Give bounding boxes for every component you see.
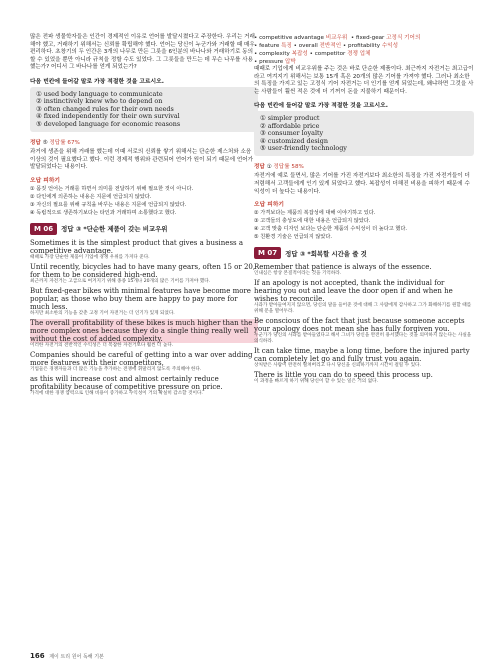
question-2: 다음 빈칸에 들어갈 말로 가장 적절한 것을 고르시오. (254, 103, 388, 110)
vocab-word: feature (259, 43, 280, 49)
vocab-meaning: 특징 (281, 43, 292, 49)
q1-explain-item: ① 몸짓 언어는 거래를 하면서 의미를 전달하기 위해 필요한 것이 아니다. (30, 185, 194, 192)
left-column (30, 34, 258, 399)
q1-rate: 정답률 67% (49, 140, 80, 146)
m06-korean: 가격에 대한 경쟁 압력으로 인해 비용이 증가하고 수익성이 거의 확실히 감소할 것이다. (30, 390, 203, 396)
q2-option-1: ① simpler product (260, 114, 320, 123)
vocab-meaning: 수익성 (381, 43, 399, 49)
m07-korean: 인내심은 항상 본질적이라는 것을 기억하라. (254, 271, 342, 277)
m06-korean: 최근까지 자전거는 고급으로 여겨지기 위해 종종 15개나 20개의 많은 기어를 가져야 했다. (30, 278, 211, 284)
m07-korean: 이 과정을 빠르게 하기 위해 당신이 할 수 있는 일은 거의 없다. (254, 379, 379, 385)
m07-korean: 사과가 받아들여지지 않으면, 당신의 말을 들어준 것에 대해 그 사람에게 감사하고 그가 화해하기를 원할 때를 위해 문을 열어두라. (254, 303, 472, 315)
vocab-row: • feature 특징 • overall 전반적인 • profitability 수익성 (254, 43, 399, 49)
book-title: 제이 트리 원어 독해 기본 (49, 654, 104, 660)
q2-explain-head: 오답 피하기 (254, 202, 285, 209)
page-number: 166 (30, 652, 45, 660)
q1-explain-item: ② 다인에게 의존하는 내용은 지문에 언급되지 않았다. (30, 193, 152, 200)
vocab-word: complexity (259, 51, 290, 57)
m06-sentence: But fixed-gear bikes with minimal features have become more popular, as those who buy them are happy to pay more for much less. (30, 286, 251, 311)
m06-title: 정답 ③ *단순한 제품이 갖는 비교우위 (61, 225, 168, 234)
q2-explain-item: ④ 고객 맞춤 디자인 보다는 단순한 제품의 수익성이 더 높다고 했다. (254, 226, 408, 233)
m07-sentence: It can take time, maybe a long time, before the injured party can completely let go and fully trust you again. (254, 347, 470, 364)
m06-header (30, 223, 258, 235)
vocab-meaning: 압박 (285, 59, 296, 65)
q1-explain-head: 오답 피하기 (30, 177, 61, 184)
vocab-word: competitive advantage (259, 35, 324, 41)
q1-answer-label: 정답 (30, 140, 41, 146)
m06-korean: 때때로 가장 단순한 제품이 기업에 경쟁 우위를 가져다 준다. (30, 254, 150, 260)
q2-answer: ① (266, 164, 272, 171)
q1-explanation: 과거에 생존을 위해 거래를 했는데 이때 서로의 신뢰를 쌓기 위해서는 단순한 제스처와 소음 이상의 것이 필요했다고 했다. 이런 경제적 행위와 관련되어 언어가 원이 되기 때문에 언어가 발달되었다는 내용이다. (30, 149, 254, 171)
q2-explain-item: ③ 고객들의 충성도에 대한 내용은 언급되지 않았다. (254, 218, 371, 225)
vocab-meaning: 고정식 기어의 (386, 35, 421, 41)
q2-option-3: ③ consumer loyalty (260, 129, 324, 138)
q2-explain-item: ② 가격보다는 제품의 복잡성에 대해 이야기하고 있다. (254, 210, 376, 217)
q1-option-3: ③ often changed rules for their own needs (36, 104, 174, 113)
m06-sentence: as this will increase cost and almost certainly reduce profitability because of competitive pressure on price. (30, 374, 223, 391)
q2-option-2: ② affordable price (260, 121, 320, 130)
right-column (254, 34, 474, 387)
q2-rate: 정답률 58% (273, 164, 304, 171)
question-1: 다음 빈칸에 들어갈 말로 가장 적절한 것을 고르시오. (30, 78, 164, 85)
vocab-meaning: 복잡성 (291, 51, 308, 57)
m07-korean: 누군가가 당신의 사과를 받아들였다고 해서 그녀가 당신을 완전히 용서했다는 것을 의미하지 않는다는 사실을 의식하라. (254, 333, 472, 345)
intro-paragraph: 많은 전파 생물학자들은 인간이 경제적인 이유로 언어를 발달시켰다고 주장한다. 우리는 거래해야 했고, 거래하기 위해서는 신뢰를 확립해야 했다. 언어는 당신이 누군가와 거래할 때 매우 편리하다. 초창기의 두 인간은 3개의 나무로 만든 그릇을 6인분의 바나나와 거래하기로 동의할 수 있었을 뿐만 아니라 규칙을 정할 수도 있었다. 그 그릇들을 만드는 데 무슨 나무를 사용했는가? 어디서 그 바나나를 얻게 되었는가? (30, 34, 255, 71)
vocab-meaning: 전반적인 (319, 43, 342, 49)
m06-korean: 이러한 자전거의 전반적인 수익성은 더 복잡한 자전거보다 훨씬 더 높다. (30, 342, 174, 348)
vocab-row: • pressure 압박 (254, 59, 296, 65)
m06-sentence: The overall profitability of these bikes is much higher than the more complex ones because they do a single thing really well without the cost of added complexity. (30, 319, 258, 343)
q2-wrong-answers (254, 199, 474, 241)
vocab-word: overall (298, 43, 318, 49)
page-footer (30, 652, 104, 660)
vocab-row: • complexity 복잡성 • competitor 경쟁 업체 (254, 51, 371, 57)
m07-header (254, 247, 474, 259)
vocab-word: competitor (314, 51, 346, 57)
q2-answer-line (254, 162, 474, 170)
m07-sentence: Be conscious of the fact that just because someone accepts your apology does not mean she has fully forgiven you. (254, 317, 465, 334)
q2-explain-item: ⑤ 친환경 기술은 언급되지 않았다. (254, 234, 333, 241)
vocab-row: • competitive advantage 비교우위 • fixed-gear 고정식 기어의 (254, 35, 421, 41)
m06-sentence: Until recently, bicycles had to have many gears, often 15 or 20, for them to be considered high-end. (30, 262, 256, 279)
vocab-word: profitability (348, 43, 381, 49)
q1-explain-item: ④ 독립적으로 생존하기보다는 타인과 거래하며 소통했다고 했다. (30, 209, 177, 216)
q1-option-1: ① used body language to communicate (36, 89, 163, 98)
m07-sentence: Remember that patience is always of the essence. (254, 263, 432, 272)
vocab-word: pressure (259, 59, 284, 65)
q1-answer-line (30, 138, 258, 146)
m06-sentence: Sometimes it is the simplest product that gives a business a competitive advantage. (30, 238, 244, 255)
m07-sentence: There is little you can do to speed this process up. (254, 371, 433, 380)
q1-explain-item: ③ 자신의 필요를 위해 규칙을 바꾸는 내용은 지문에 언급되지 않았다. (30, 201, 187, 208)
q1-answer: ⑤ (42, 140, 48, 146)
q1-option-4: ④ fixed independently for their own survival (36, 112, 180, 121)
q2-option-4: ④ customized design (260, 136, 328, 145)
q1-option-2: ② instinctively knew who to depend on (36, 97, 163, 106)
m07-title: 정답 ③ *회복할 시간을 줄 것 (285, 249, 367, 258)
m07-korean: 상처받은 사람이 완전히 떨쳐버리고 다시 당신을 신뢰하기까지 시간이 걸릴 수 있다. (254, 363, 421, 369)
q2-explanation: 자전거에 예로 들면서, 많은 기어를 가진 자전거보다 최소한의 특징을 가진 자전거들이 더 저렴해서 고객들에게 인기 있게 되었다고 했다. 복잡성이 더해진 비용을 피하기 때문에 수익성이 더 높다는 내용이다. (254, 173, 470, 195)
q2-option-5: ⑤ user-friendly technology (260, 144, 347, 152)
vocab-meaning: 경쟁 업체 (347, 51, 371, 57)
summary-paragraph: 때때로 기업에게 비교우위를 주는 것은 바로 단순한 제품이다. 최근까지 자전거는 최고급이라고 여겨지기 위해서는 보통 15개 혹은 20개의 많은 기어를 가져야 했다. 그러나 최소한의 특징을 가지고 있는 고정식 기어 자전거는 더 인기를 얻게 되었는데, 왜냐하면 그것을 사는 사람들이 훨씬 적은 것에 더 기꺼이 돈을 지불하기 때문이다. (254, 66, 474, 95)
q1-wrong-answers (30, 175, 258, 217)
m06-sentence: Companies should be careful of getting into a war over adding more features with their competitors, (30, 350, 253, 367)
q1-option-5: ⑤ developed language for economic reasons (36, 119, 181, 128)
vocab-list (254, 34, 474, 66)
question-2-options (254, 111, 474, 156)
question-1-options (30, 87, 258, 132)
vocab-meaning: 비교우위 (325, 35, 348, 41)
m07-sentence: If an apology is not accepted, thank the individual for hearing you out and leave the door open if and when he wishes to reconcile. (254, 279, 453, 304)
vocab-word: fixed-gear (355, 35, 385, 41)
m06-badge: M 06 (30, 223, 57, 235)
q2-answer-label: 정답 (254, 164, 265, 171)
m07-badge: M 07 (254, 247, 281, 259)
m06-korean: 하지만 최소한의 기능을 갖춘 고정 기어 자전거는 더 인기가 있게 되었다. (30, 310, 175, 316)
m06-korean: 기업들은 경쟁자들과 더 많은 기능을 추가하는 전쟁에 휘말리지 않도록 주의해야 한다. (30, 366, 202, 372)
